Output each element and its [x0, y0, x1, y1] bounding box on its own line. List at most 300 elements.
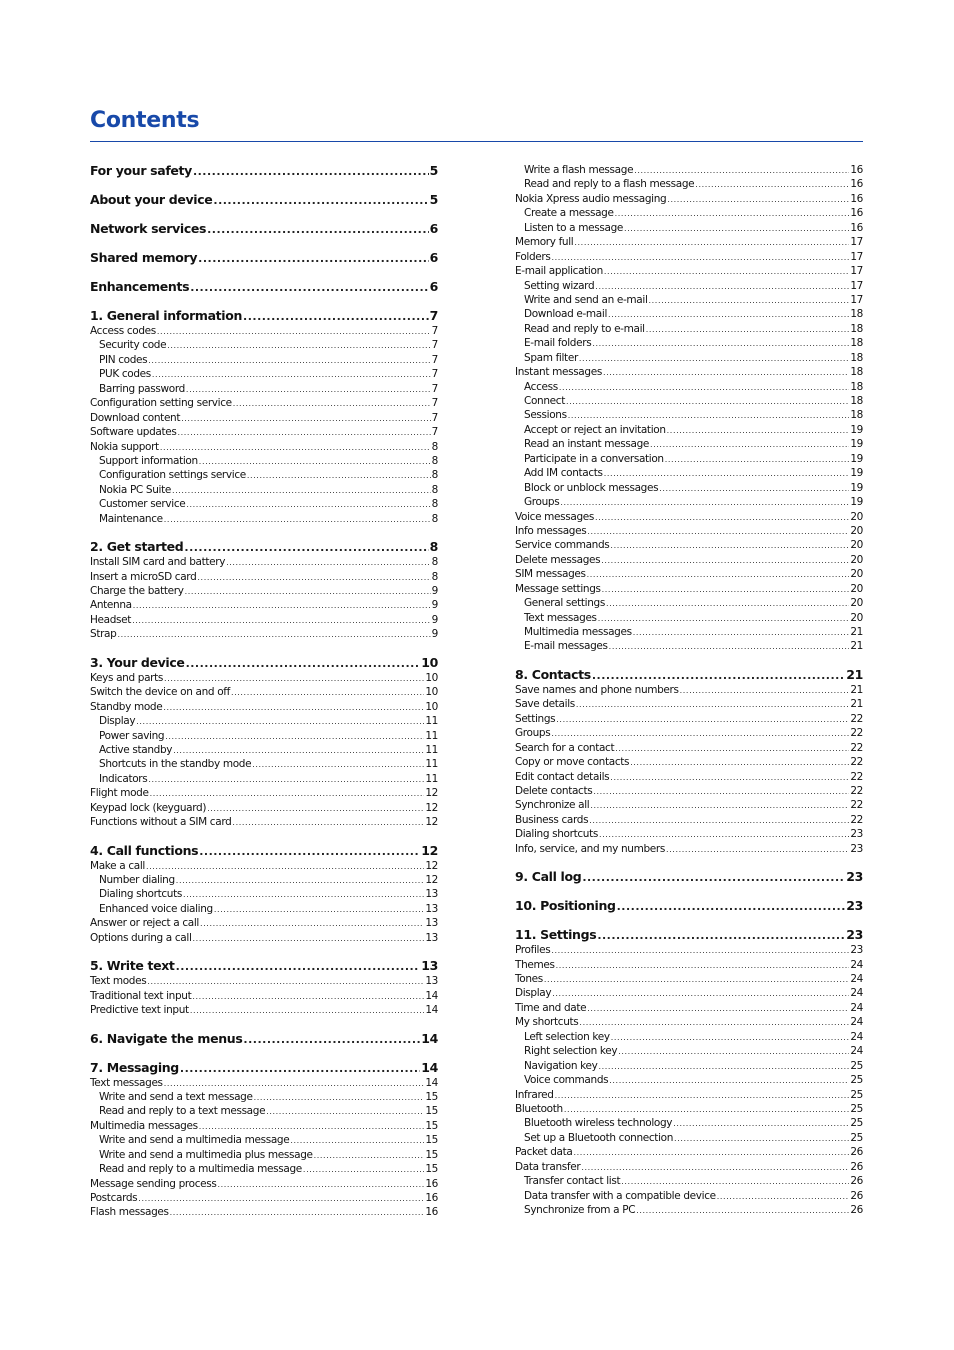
toc-subsection-entry[interactable] — [90, 1148, 438, 1162]
toc-entry-title: Read and reply to a text message — [99, 1105, 266, 1118]
toc-chapter-entry[interactable] — [90, 221, 438, 237]
toc-section-entry[interactable] — [515, 264, 863, 278]
toc-page-number: 13 — [425, 902, 438, 915]
toc-page-number: 21 — [850, 683, 863, 696]
toc-left-column — [90, 163, 438, 1220]
dot-leader — [199, 455, 431, 469]
toc-entry-title: My shortcuts — [515, 1016, 579, 1029]
dot-leader — [630, 756, 849, 770]
toc-entry-title: SIM messages — [515, 568, 586, 581]
toc-page-number: 13 — [425, 888, 438, 901]
toc-section-entry[interactable] — [90, 700, 438, 714]
dot-leader — [610, 771, 849, 785]
toc-subsection-entry[interactable] — [515, 221, 863, 235]
dot-leader — [615, 742, 849, 756]
toc-entry-title: Power saving — [99, 729, 165, 742]
toc-subsection-entry[interactable] — [90, 772, 438, 786]
toc-entry-title: Save details — [515, 698, 575, 711]
dot-leader — [564, 1103, 850, 1117]
toc-section-entry[interactable] — [515, 770, 863, 784]
dot-leader — [197, 571, 430, 585]
toc-section-entry[interactable] — [90, 801, 438, 815]
toc-subsection-entry[interactable] — [515, 1131, 863, 1145]
toc-chapter-entry[interactable] — [515, 898, 863, 914]
toc-page-number: 23 — [846, 898, 863, 914]
toc-page-number: 7 — [431, 353, 438, 366]
toc-chapter-entry[interactable] — [515, 667, 863, 683]
dot-leader — [186, 656, 421, 672]
toc-entry-title: Delete contacts — [515, 784, 593, 797]
dot-leader — [176, 959, 421, 975]
toc-entry-title: PIN codes — [99, 353, 148, 366]
toc-chapter-entry[interactable] — [515, 869, 863, 885]
toc-entry-title: Synchronize from a PC — [524, 1204, 636, 1216]
toc-page-number: 8 — [429, 539, 438, 555]
toc-page-number: 25 — [850, 1102, 863, 1115]
toc-subsection-entry[interactable] — [515, 307, 863, 321]
toc-subsection-entry[interactable] — [90, 468, 438, 482]
toc-section-entry[interactable] — [90, 786, 438, 800]
dot-leader — [617, 899, 846, 915]
dot-leader — [213, 193, 428, 209]
toc-subsection-entry[interactable] — [90, 1133, 438, 1147]
toc-subsection-entry[interactable] — [515, 437, 863, 451]
toc-entry-title: Copy or move contacts — [515, 756, 630, 769]
toc-page-number: 7 — [431, 382, 438, 395]
toc-subsection-entry[interactable] — [515, 625, 863, 639]
dot-leader — [667, 193, 849, 207]
toc-subsection-entry[interactable] — [90, 454, 438, 468]
toc-page-number: 7 — [431, 426, 438, 439]
dot-leader — [695, 178, 849, 192]
dot-leader — [247, 469, 431, 483]
toc-subsection-entry[interactable] — [90, 353, 438, 367]
toc-page-number: 23 — [850, 842, 863, 855]
toc-section-entry[interactable] — [90, 570, 438, 584]
toc-entry-title: Nokia support — [90, 440, 159, 453]
toc-subsection-entry[interactable] — [90, 887, 438, 901]
toc-page-number: 8 — [431, 498, 438, 511]
toc-chapter-entry[interactable] — [90, 250, 438, 266]
toc-section-entry[interactable] — [90, 1076, 438, 1090]
toc-subsection-entry[interactable] — [515, 163, 863, 177]
toc-entry-title: Text messages — [90, 1076, 163, 1089]
toc-section-entry[interactable] — [515, 683, 863, 697]
toc-section-entry[interactable] — [90, 685, 438, 699]
toc-entry-title: Maintenance — [99, 512, 163, 525]
toc-section-entry[interactable] — [90, 1003, 438, 1017]
toc-page-number: 19 — [850, 496, 863, 509]
toc-section-entry[interactable] — [90, 989, 438, 1003]
toc-chapter-entry[interactable] — [90, 308, 438, 324]
toc-subsection-entry[interactable] — [515, 596, 863, 610]
toc-entry-title: Connect — [524, 395, 565, 407]
dot-leader — [634, 164, 849, 178]
toc-section-entry[interactable] — [90, 916, 438, 930]
toc-page-number: 14 — [421, 1030, 438, 1046]
toc-subsection-entry[interactable] — [90, 1090, 438, 1104]
dot-leader — [609, 1074, 849, 1088]
toc-chapter-entry[interactable] — [90, 539, 438, 555]
toc-page-number: 16 — [850, 207, 863, 220]
toc-subsection-entry[interactable] — [515, 1073, 863, 1087]
toc-chapter-entry[interactable] — [90, 1060, 438, 1076]
toc-subsection-entry[interactable] — [515, 1203, 863, 1217]
toc-page-number: 14 — [421, 1059, 438, 1075]
toc-entry-title: 6. Navigate the menus — [90, 1030, 243, 1046]
dot-leader — [136, 715, 424, 729]
toc-page-number: 8 — [431, 483, 438, 496]
toc-subsection-entry[interactable] — [90, 497, 438, 511]
toc-page-number: 17 — [850, 293, 863, 306]
toc-section-entry[interactable] — [90, 411, 438, 425]
toc-subsection-entry[interactable] — [515, 1030, 863, 1044]
dot-leader — [190, 1004, 425, 1018]
toc-page-number: 16 — [850, 178, 863, 191]
toc-entry-title: Traditional text input — [90, 989, 192, 1002]
toc-chapter-entry[interactable] — [90, 655, 438, 671]
dot-leader — [167, 339, 430, 353]
toc-entry-title: E-mail messages — [524, 640, 608, 653]
dot-leader — [576, 698, 849, 712]
toc-subsection-entry[interactable] — [515, 1189, 863, 1203]
toc-section-entry[interactable] — [515, 582, 863, 596]
toc-page-number: 17 — [850, 236, 863, 249]
toc-subsection-entry[interactable] — [90, 512, 438, 526]
toc-page-number: 6 — [429, 221, 438, 236]
toc-entry-title: Make a call — [90, 859, 145, 872]
toc-entry-title: 1. General information — [90, 308, 243, 323]
dot-leader — [555, 1089, 850, 1103]
toc-entry-title: PUK codes — [99, 368, 151, 381]
toc-subsection-entry[interactable] — [515, 1116, 863, 1130]
toc-section-entry[interactable] — [90, 1191, 438, 1205]
toc-entry-title: Infrared — [515, 1088, 554, 1101]
toc-section-entry[interactable] — [515, 972, 863, 986]
toc-section-entry[interactable] — [90, 627, 438, 641]
toc-subsection-entry[interactable] — [515, 1044, 863, 1058]
toc-page-number: 19 — [850, 481, 863, 494]
toc-subsection-entry[interactable] — [90, 483, 438, 497]
dot-leader — [207, 222, 429, 238]
toc-section-entry[interactable] — [90, 555, 438, 569]
toc-subsection-entry[interactable] — [515, 639, 863, 653]
toc-section-entry[interactable] — [90, 425, 438, 439]
dot-leader — [254, 1091, 425, 1105]
toc-subsection-entry[interactable] — [90, 714, 438, 728]
dot-leader — [186, 383, 431, 397]
toc-page-number: 23 — [850, 944, 863, 957]
toc-chapter-entry[interactable] — [90, 843, 438, 859]
dot-leader — [566, 395, 849, 409]
dot-leader — [598, 612, 850, 626]
toc-entry-title: 3. Your device — [90, 654, 185, 670]
toc-entry-title: Shortcuts in the standby mode — [99, 758, 252, 771]
toc-page-number: 20 — [850, 539, 863, 552]
toc-page-number: 7 — [431, 325, 438, 337]
dot-leader — [173, 744, 424, 758]
toc-entry-title: Enhanced voice dialing — [99, 902, 213, 915]
dot-leader — [552, 987, 849, 1001]
dot-leader — [181, 412, 431, 426]
toc-entry-title: Info, service, and my numbers — [515, 842, 666, 855]
toc-entry-title: Message sending process — [90, 1177, 217, 1190]
dot-leader — [579, 1016, 849, 1030]
toc-page-number: 10 — [421, 654, 438, 670]
toc-subsection-entry[interactable] — [515, 423, 863, 437]
toc-page-number: 18 — [850, 337, 863, 350]
toc-section-entry[interactable] — [515, 943, 863, 957]
dot-leader — [133, 599, 431, 613]
toc-subsection-entry[interactable] — [515, 495, 863, 509]
dot-leader — [621, 1175, 849, 1189]
toc-page-number: 24 — [850, 958, 863, 971]
toc-subsection-entry[interactable] — [90, 1162, 438, 1176]
toc-entry-title: Software updates — [90, 426, 177, 439]
toc-page-number: 13 — [425, 917, 438, 930]
toc-page-number: 8 — [431, 440, 438, 453]
dot-leader — [314, 1149, 425, 1163]
dot-leader — [146, 860, 424, 874]
toc-subsection-entry[interactable] — [515, 293, 863, 307]
toc-page-number: 24 — [850, 1016, 863, 1029]
toc-section-entry[interactable] — [515, 1001, 863, 1015]
toc-page-number: 16 — [425, 1177, 438, 1190]
toc-subsection-entry[interactable] — [90, 902, 438, 916]
toc-entry-title: 5. Write text — [90, 958, 175, 974]
dot-leader — [214, 903, 424, 917]
toc-chapter-entry[interactable] — [515, 927, 863, 943]
toc-section-entry[interactable] — [90, 396, 438, 410]
toc-section-entry[interactable] — [90, 931, 438, 945]
toc-section-entry[interactable] — [515, 553, 863, 567]
toc-entry-title: Set up a Bluetooth connection — [524, 1131, 674, 1144]
toc-subsection-entry[interactable] — [515, 481, 863, 495]
toc-entry-title: Multimedia messages — [524, 626, 632, 638]
toc-subsection-entry[interactable] — [515, 322, 863, 336]
dot-leader — [544, 973, 849, 987]
toc-subsection-entry[interactable] — [515, 336, 863, 350]
toc-entry-title: 11. Settings — [515, 927, 597, 943]
toc-chapter-entry[interactable] — [90, 279, 438, 295]
dot-leader — [595, 280, 849, 294]
toc-chapter-entry[interactable] — [90, 958, 438, 974]
toc-subsection-entry[interactable] — [90, 873, 438, 887]
toc-entry-title: Postcards — [90, 1192, 138, 1204]
toc-page-number: 12 — [425, 787, 438, 800]
dot-leader — [164, 513, 431, 527]
toc-subsection-entry[interactable] — [90, 757, 438, 771]
page-title: Contents — [90, 108, 200, 133]
toc-entry-title: Strap — [90, 628, 117, 641]
toc-section-entry[interactable] — [90, 440, 438, 454]
toc-section-entry[interactable] — [515, 813, 863, 827]
toc-page-number: 22 — [850, 784, 863, 797]
toc-subsection-entry[interactable] — [515, 466, 863, 480]
dot-leader — [207, 802, 424, 816]
toc-section-entry[interactable] — [515, 567, 863, 581]
toc-entry-title: Groups — [524, 496, 560, 509]
dot-leader — [592, 337, 849, 351]
dot-leader — [568, 409, 850, 423]
toc-subsection-entry[interactable] — [515, 380, 863, 394]
dot-leader — [666, 843, 849, 857]
toc-section-entry[interactable] — [515, 827, 863, 841]
toc-entry-title: 7. Messaging — [90, 1059, 179, 1075]
toc-page-number: 14 — [425, 989, 438, 1002]
toc-page-number: 12 — [425, 816, 438, 829]
toc-section-entry[interactable] — [515, 1088, 863, 1102]
toc-entry-title: Bluetooth wireless technology — [524, 1117, 673, 1130]
toc-section-entry[interactable] — [515, 784, 863, 798]
toc-section-entry[interactable] — [515, 1160, 863, 1174]
toc-entry-title: Configuration settings service — [99, 469, 246, 482]
toc-page-number: 9 — [431, 613, 438, 626]
dot-leader — [593, 785, 849, 799]
toc-page-number: 18 — [850, 322, 863, 335]
toc-entry-title: 2. Get started — [90, 539, 184, 555]
toc-entry-title: Read and reply to a multimedia message — [99, 1163, 302, 1176]
dot-leader — [599, 828, 849, 842]
toc-section-entry[interactable] — [515, 524, 863, 538]
toc-subsection-entry[interactable] — [90, 367, 438, 381]
toc-entry-title: About your device — [90, 192, 213, 207]
dot-leader — [185, 585, 431, 599]
dot-leader — [150, 787, 425, 801]
toc-entry-title: Write and send a multimedia plus message — [99, 1148, 313, 1161]
toc-page-number: 18 — [850, 308, 863, 321]
toc-chapter-entry[interactable] — [90, 1031, 438, 1047]
toc-section-entry[interactable] — [515, 1145, 863, 1159]
toc-page-number: 21 — [850, 640, 863, 653]
toc-entry-title: Display — [515, 987, 552, 1000]
toc-section-entry[interactable] — [515, 235, 863, 249]
toc-subsection-entry[interactable] — [90, 743, 438, 757]
toc-page-number: 22 — [850, 741, 863, 754]
toc-entry-title: 8. Contacts — [515, 666, 591, 682]
toc-subsection-entry[interactable] — [515, 611, 863, 625]
toc-subsection-entry[interactable] — [515, 206, 863, 220]
toc-section-entry[interactable] — [90, 584, 438, 598]
toc-section-entry[interactable] — [515, 538, 863, 552]
toc-subsection-entry[interactable] — [515, 1059, 863, 1073]
dot-leader — [186, 498, 430, 512]
toc-page-number: 24 — [850, 987, 863, 1000]
toc-subsection-entry[interactable] — [515, 452, 863, 466]
toc-chapter-entry[interactable] — [90, 163, 438, 179]
dot-leader — [178, 426, 431, 440]
toc-section-entry[interactable] — [515, 1102, 863, 1116]
toc-entry-title: Add IM contacts — [524, 467, 603, 480]
toc-subsection-entry[interactable] — [515, 408, 863, 422]
toc-section-entry[interactable] — [515, 250, 863, 264]
dot-leader — [646, 323, 850, 337]
toc-section-entry[interactable] — [515, 712, 863, 726]
toc-entry-title: Delete messages — [515, 553, 601, 566]
toc-section-entry[interactable] — [515, 510, 863, 524]
toc-page-number: 26 — [850, 1204, 863, 1216]
toc-section-entry[interactable] — [90, 671, 438, 685]
toc-section-entry[interactable] — [90, 1177, 438, 1191]
toc-subsection-entry[interactable] — [90, 729, 438, 743]
toc-subsection-entry[interactable] — [515, 351, 863, 365]
dot-leader — [587, 525, 849, 539]
toc-section-entry[interactable] — [90, 324, 438, 338]
toc-section-entry[interactable] — [90, 815, 438, 829]
toc-section-entry[interactable] — [515, 1015, 863, 1029]
toc-section-entry[interactable] — [515, 755, 863, 769]
dot-leader — [582, 870, 845, 886]
toc-entry-title: Active standby — [99, 743, 173, 756]
dot-leader — [556, 713, 849, 727]
toc-section-entry[interactable] — [515, 741, 863, 755]
toc-subsection-entry[interactable] — [90, 338, 438, 352]
toc-subsection-entry[interactable] — [515, 279, 863, 293]
toc-chapter-entry[interactable] — [90, 192, 438, 208]
toc-subsection-entry[interactable] — [90, 1104, 438, 1118]
toc-page-number: 21 — [846, 666, 863, 682]
dot-leader — [233, 397, 431, 411]
toc-page-number: 12 — [421, 842, 438, 858]
toc-section-entry[interactable] — [515, 842, 863, 856]
toc-entry-title: Profiles — [515, 944, 551, 957]
dot-leader — [243, 309, 429, 325]
toc-page-number: 19 — [850, 423, 863, 436]
toc-entry-title: Keypad lock (keyguard) — [90, 801, 207, 814]
toc-section-entry[interactable] — [90, 613, 438, 627]
toc-subsection-entry[interactable] — [515, 1174, 863, 1188]
dot-leader — [266, 1105, 424, 1119]
toc-page-number: 11 — [425, 772, 438, 785]
toc-section-entry[interactable] — [515, 986, 863, 1000]
toc-page-number: 25 — [850, 1059, 863, 1072]
toc-section-entry[interactable] — [515, 726, 863, 740]
toc-page-number: 19 — [850, 467, 863, 480]
toc-entry-title: 9. Call log — [515, 869, 582, 885]
dot-leader — [148, 773, 424, 787]
toc-subsection-entry[interactable] — [515, 394, 863, 408]
toc-entry-title: Multimedia messages — [90, 1119, 198, 1132]
toc-page-number: 24 — [850, 973, 863, 985]
dot-leader — [170, 1206, 425, 1220]
dot-leader — [601, 554, 849, 568]
toc-section-entry[interactable] — [515, 958, 863, 972]
toc-section-entry[interactable] — [90, 1119, 438, 1133]
toc-page-number: 18 — [850, 366, 863, 379]
toc-entry-title: Transfer contact list — [524, 1175, 621, 1188]
toc-section-entry[interactable] — [515, 192, 863, 206]
toc-page-number: 22 — [850, 756, 863, 769]
toc-page-number: 25 — [850, 1088, 863, 1101]
toc-section-entry[interactable] — [90, 1205, 438, 1219]
dot-leader — [199, 844, 420, 860]
toc-section-entry[interactable] — [90, 598, 438, 612]
toc-subsection-entry[interactable] — [515, 177, 863, 191]
toc-page-number: 13 — [425, 975, 438, 988]
toc-page-number: 17 — [850, 265, 863, 278]
toc-section-entry[interactable] — [90, 859, 438, 873]
dot-leader — [157, 325, 431, 339]
dot-leader — [674, 1132, 849, 1146]
toc-section-entry[interactable] — [515, 365, 863, 379]
toc-subsection-entry[interactable] — [90, 382, 438, 396]
toc-section-entry[interactable] — [90, 974, 438, 988]
toc-entry-title: Instant messages — [515, 366, 602, 379]
toc-section-entry[interactable] — [515, 798, 863, 812]
toc-entry-title: Enhancements — [90, 279, 190, 294]
toc-section-entry[interactable] — [515, 697, 863, 711]
dot-leader — [559, 381, 849, 395]
